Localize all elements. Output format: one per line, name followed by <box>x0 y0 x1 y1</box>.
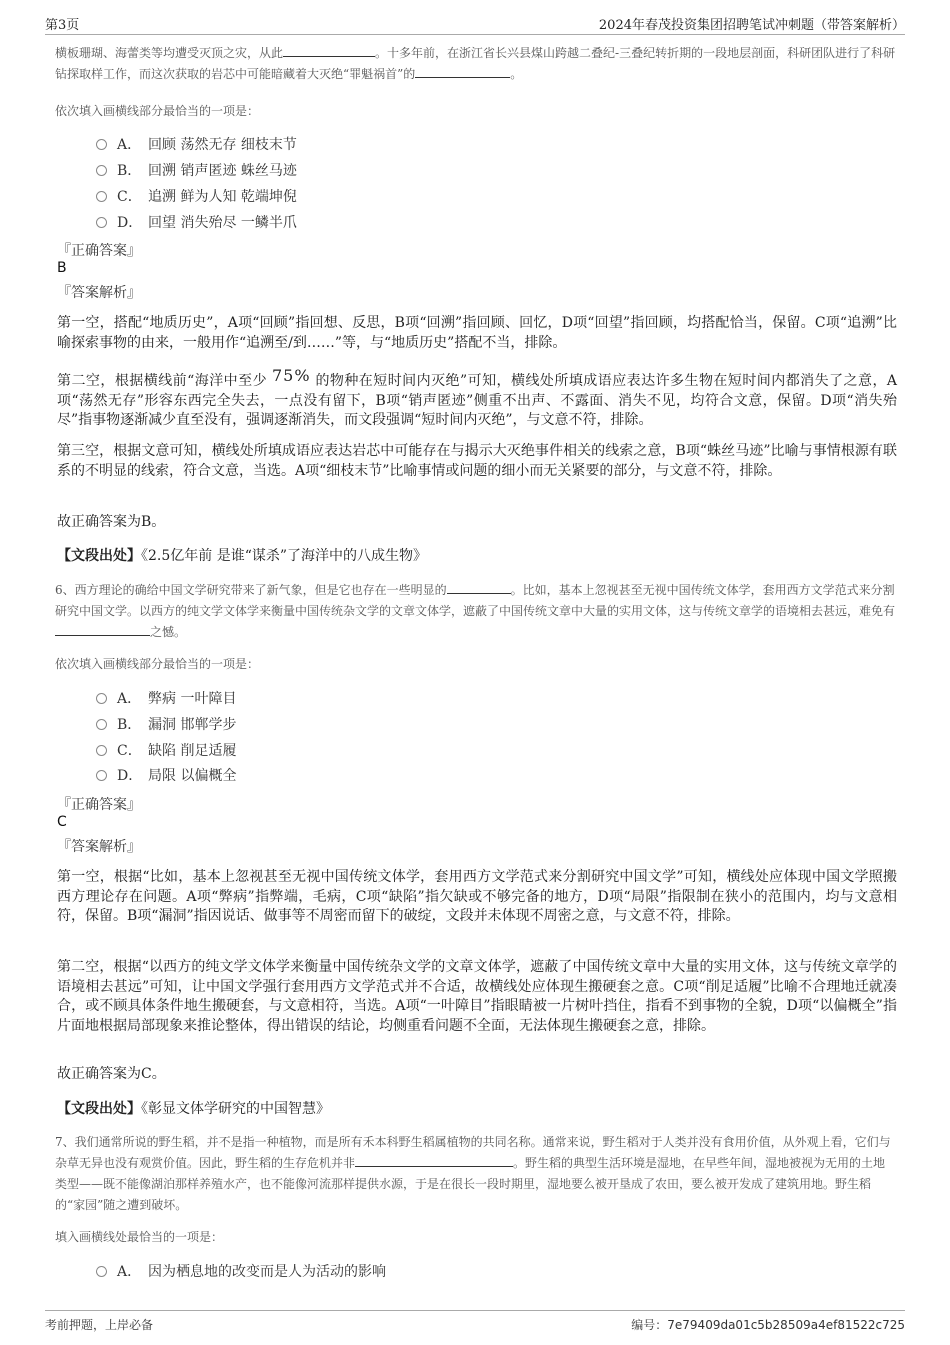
q6-source: 【文段出处】《彰显文体学研究的中国智慧》 <box>57 1101 330 1117</box>
correct-answer-label: 『正确答案』 <box>57 243 141 259</box>
q5-instruction: 依次填入画横线部分最恰当的一项是： <box>55 104 260 118</box>
q6-option-d[interactable]: D． 局限 以偏概全 <box>96 766 236 786</box>
analysis-label: 『答案解析』 <box>57 285 141 301</box>
document-code: 编号：7e79409da01c5b28509a4ef81522c725 <box>631 1318 905 1332</box>
blank-line <box>283 44 375 57</box>
radio-icon[interactable] <box>96 745 107 756</box>
radio-icon[interactable] <box>96 693 107 704</box>
q5-analysis-3: 第三空，根据文意可知，横线处所填成语应表达岩芯中可能存在与揭示大灭绝事件相关的线索之意，B项“蛛丝马迹”比喻与事情根源有联系的不明显的线索，符合文意，当选。A项“细枝末节”比喻事情或问题的细小而无关紧要的部分，与文意不符，排除。 <box>57 443 897 479</box>
q5-source: 【文段出处】《2.5亿年前 是谁“谋杀”了海洋中的八成生物》 <box>57 548 428 564</box>
q5-conclusion: 故正确答案为B。 <box>57 514 166 530</box>
correct-answer-label: 『正确答案』 <box>57 797 141 813</box>
radio-icon[interactable] <box>96 165 107 176</box>
q5-analysis-1: 第一空，搭配“地质历史”，A项“回顾”指回想、反思，B项“回溯”指回顾、回忆，D项“回望”指回顾，均搭配恰当，保留。C项“追溯”比喻探索事物的由来，一般用作“追溯至/到……”等，与“地质历史”搭配不当，排除。 <box>57 315 897 351</box>
q6-analysis-2: 第二空，根据“以西方的纯文学文体学来衡量中国传统杂文学的文章文体学，遮蔽了中国传统文章中大量的实用文体，这与传统文章学的语境相去甚远”可知，让中国文学强行套用西方文学范式并不合适，故横线处应体现生搬硬套之意。C项“削足适履”比喻不合理地迁就凑合，或不顾具体条件地生搬硬套，与文意相符，当选。A项“一叶障目”指眼睛被一片树叶挡住，指看不到事物的全貌，D项“以偏概全”指片面地根据局部现象来推论整体，得出错误的结论，均侧重看问题不全面，无法体现生搬硬套之意，排除。 <box>57 959 897 1034</box>
page-header <box>45 10 905 35</box>
q7-stem: 7、我们通常所说的野生稻，并不是指一种植物，而是所有禾本科野生稻属植物的共同名称。通常来说，野生稻对于人类并没有食用价值，从外观上看，它们与杂草无异也没有观赏价值。因此，野生稻的生存危机并非 。野生稻的典型生活环境是湿地，在早些年间，湿地被视为无用的土地类型——既不能像湖泊那样养殖水产，也不能像河流那样提供水源，于是在很长一段时期里，湿地要么被开垦成了农田，要么被开发成了建筑用地。野生稻的“家园”随之遭到破坏。 <box>55 1135 891 1212</box>
q6-option-a[interactable]: A． 弊病 一叶障目 <box>96 689 236 709</box>
q6-analysis-1: 第一空，根据“比如，基本上忽视甚至无视中国传统文体学，套用西方文学范式来分割研究中国文学”可知，横线处应体现中国文学照搬西方理论存在问题。A项“弊病”指弊端，毛病，C项“缺陷”指欠缺或不够完备的地方，D项“局限”指限制在狭小的范围内，均与文意相符，保留。B项“漏洞”指因说话、做事等不周密而留下的破绽，文段并未体现不周密之意，与文意不符，排除。 <box>57 869 897 924</box>
page-footer <box>45 1310 905 1335</box>
q5-option-d[interactable]: D． 回望 消失殆尽 一鳞半爪 <box>96 213 297 233</box>
radio-icon[interactable] <box>96 217 107 228</box>
percentage-value: 75% <box>271 366 311 385</box>
radio-icon[interactable] <box>96 139 107 150</box>
radio-icon[interactable] <box>96 719 107 730</box>
blank-line <box>447 581 511 594</box>
q7-option-a[interactable]: A． 因为栖息地的改变而是人为活动的影响 <box>96 1262 386 1282</box>
radio-icon[interactable] <box>96 191 107 202</box>
q5-option-b[interactable]: B． 回溯 销声匿迹 蛛丝马迹 <box>96 161 297 181</box>
q6-instruction: 依次填入画横线部分最恰当的一项是： <box>55 657 260 671</box>
footer-slogan: 考前押题，上岸必备 <box>45 1318 154 1332</box>
q6-conclusion: 故正确答案为C。 <box>57 1066 166 1082</box>
blank-line <box>415 65 510 78</box>
blank-line <box>355 1154 513 1167</box>
q7-instruction: 填入画横线处最恰当的一项是： <box>55 1230 224 1244</box>
page-number: 第3页 <box>45 18 80 33</box>
q5-analysis-2: 第二空，根据横线前“海洋中至少 75% 的物种在短时间内灭绝”可知，横线处所填成语应表达许多生物在短时间内都消失了之意，A项“荡然无存”形容东西完全失去，一点没有留下，B项“销声匿迹”侧重不出声、不露面、消失不见，均符合文意，保留。D项“消失殆尽”指事物逐渐减少直至没有，强调逐渐消失，而文段强调“短时间内灭绝”，与文意不符，排除。 <box>57 366 898 428</box>
correct-answer: B <box>57 260 67 276</box>
correct-answer: C <box>57 814 67 830</box>
q6-option-b[interactable]: B． 漏洞 邯郸学步 <box>96 715 236 735</box>
q5-option-c[interactable]: C． 追溯 鲜为人知 乾端坤倪 <box>96 187 297 207</box>
q5-stem: 横板珊瑚、海蕾类等均遭受灭顶之灾，从此 。十多年前，在浙江省长兴县煤山跨越二叠纪-三叠纪转折期的一段地层剖面，科研团队进行了科研钻探取样工作，而这次获取的岩芯中可能暗藏着大灭绝“罪魁祸首”的 。 <box>55 46 896 81</box>
blank-line <box>55 623 150 636</box>
q5-option-a[interactable]: A． 回顾 荡然无存 细枝末节 <box>96 135 297 155</box>
q6-stem: 6、西方理论的确给中国文学研究带来了新气象，但是它也存在一些明显的 。比如，基本上忽视甚至无视中国传统文体学，套用西方文学范式来分割研究中国文学。以西方的纯文学文体学来衡量中国传统杂文学的文章文体学，遮蔽了中国传统文章中大量的实用文体，这与传统文章学的语境相去甚远，难免有之憾。 <box>55 583 896 639</box>
analysis-label: 『答案解析』 <box>57 839 141 855</box>
radio-icon[interactable] <box>96 770 107 781</box>
document-title: 2024年春茂投资集团招聘笔试冲刺题（带答案解析） <box>598 18 905 33</box>
radio-icon[interactable] <box>96 1266 107 1277</box>
q6-option-c[interactable]: C． 缺陷 削足适履 <box>96 741 236 761</box>
